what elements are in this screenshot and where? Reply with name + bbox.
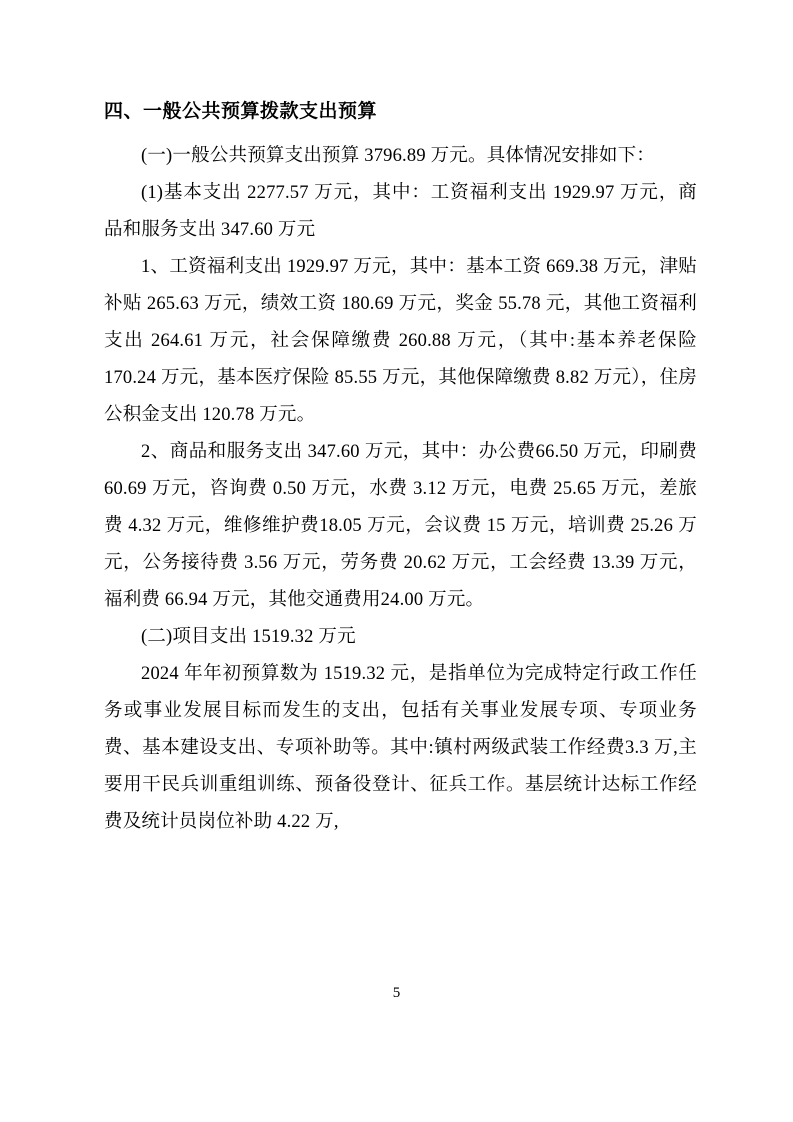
paragraph-4: 2、商品和服务支出 347.60 万元，其中：办公费66.50 万元，印刷费60.69 万元，咨询费 0.50 万元，水费 3.12 万元，电费 25.65 万元，差旅费 4.32 万元，维修维护费18.05 万元，会议费 15 万元，培训费 25.26 万元，公务接待费 3.56 万元，劳务费 20.62 万元，工会经费 13.39 万元，福利费 66.94 万元，其他交通费用24.00 万元。 (104, 442, 697, 611)
paragraph-6: 2024 年年初预算数为 1519.32 元，是指单位为完成特定行政工作任务或事业发展目标而发生的支出，包括有关事业发展专项、专项业务费、基本建设支出、专项补助等。其中:镇村两级武装工作经费3.3 万,主要用干民兵训重组训练、预备役登计、征兵工作。基层统计达标工作经费及统计员岗位补助 4.22 万, (104, 664, 697, 833)
paragraph-2: (1)基本支出 2277.57 万元，其中：工资福利支出 1929.97 万元，商品和服务支出 347.60 万元 (104, 183, 697, 241)
paragraph-5: (二)项目支出 1519.32 万元 (141, 627, 356, 648)
page-title: 四、一般公共预算拨款支出预算 (104, 101, 378, 122)
paragraph-1: (一)一般公共预算支出预算 3796.89 万元。具体情况安排如下： (141, 146, 655, 167)
paragraph-3: 1、工资福利支出 1929.97 万元，其中：基本工资 669.38 万元，津贴补贴 265.63 万元，绩效工资 180.69 万元，奖金 55.78 元，其他工资福利支出 264.61 万元，社会保障缴费 260.88 万元，（其中:基本养老保险170.24 万元，基本医疗保险 85.55 万元，其他保障缴费 8.82 万元），住房公积金支出 120.78 万元。 (104, 257, 697, 426)
page-number: 5 (392, 985, 401, 1001)
